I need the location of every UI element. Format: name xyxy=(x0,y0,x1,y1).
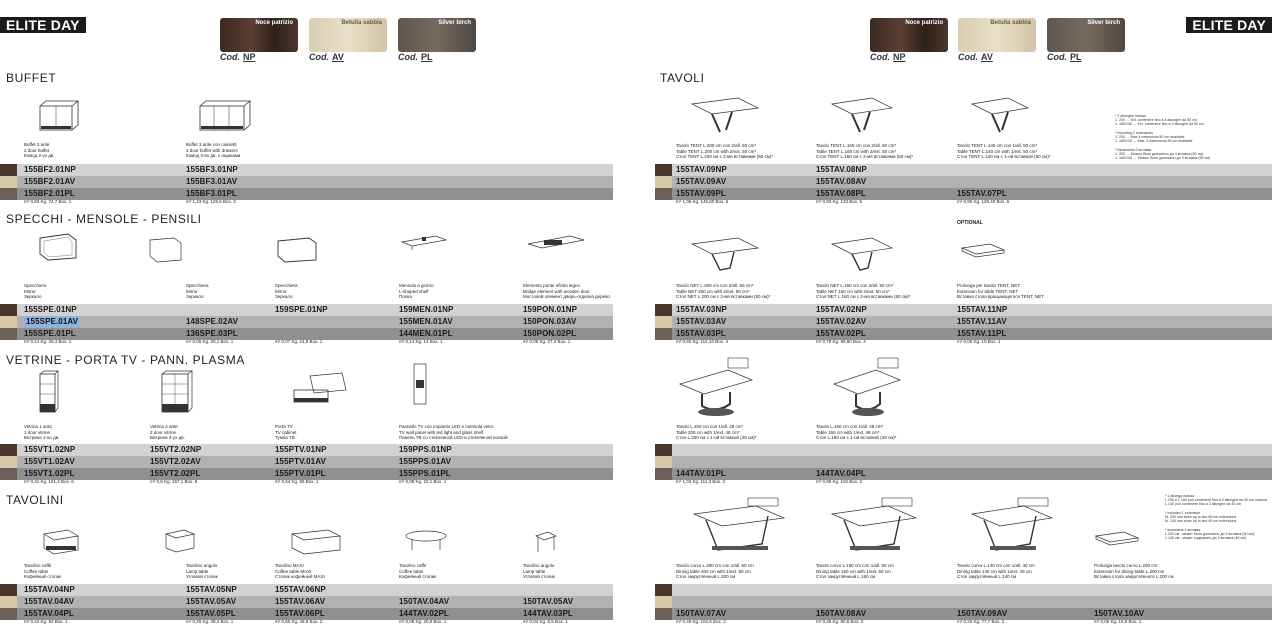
curved-extension-drawing xyxy=(1094,530,1140,550)
tavoli-net-code-155tav.03av: 155TAV.03AV xyxy=(676,317,727,326)
finish-swatch-np-left: Noce patrizio xyxy=(220,18,298,52)
specchi-desc-4-1: Bridge element with wooden door xyxy=(523,288,590,294)
tavoli-net-code-155tav.02pl: 155TAV.02PL xyxy=(816,329,866,338)
finish-swatch-np-right: Noce patrizio xyxy=(870,18,948,52)
tavoli-tent-code-155tav.08np: 155TAV.08NP xyxy=(816,165,867,174)
tavolini-desc-3-2: Кофейный столик xyxy=(399,574,437,579)
lamp-table-drawing xyxy=(164,528,196,554)
tavoli-ext48-code-144tav.01pl: 144TAV.01PL xyxy=(676,469,726,478)
tavoli1-band-np xyxy=(655,164,1272,176)
tavolini-desc-0-0: Tavolino caffè xyxy=(24,563,52,568)
tavoli-curvo-desc-0-2: Стол закруглённый L.200 см xyxy=(676,574,736,579)
tv-panel-drawing xyxy=(412,362,432,406)
tavoli4-band-av xyxy=(655,596,1272,608)
section-title-vetrine: VETRINE - PORTA TV - PANN. PLASMA xyxy=(6,353,245,367)
specchi-desc-4-0: Elemento ponte rifinito legno xyxy=(523,283,581,288)
tavoli-curvo-desc-2-1: Dining table 140 cm with 1/ext. 40 cm xyxy=(957,568,1032,574)
buffet-code-155bf3.01av: 155BF3.01AV xyxy=(186,177,238,186)
vetrine-code-155vt1.02np: 155VT1.02NP xyxy=(24,445,76,454)
buffet-desc-1-1: 3 door buffet with drawers xyxy=(186,147,238,153)
vetrine-desc-0-2: Витрина 1-но дв. xyxy=(24,435,60,440)
tavoli-curvo-note-5: M. 200 can store up to two 50 cm extensions xyxy=(1165,515,1237,519)
finish-code-av-left: Cod. AV xyxy=(309,52,344,62)
vetrine-desc-3-2: Панель ТВ со стеклянной LED-и стеклянной полкой xyxy=(399,435,508,440)
finish-code-pl-right: Cod. PL xyxy=(1047,52,1082,62)
tavoli-tent-note-5: 1. 200 → Max 4 extensions 50 cm available xyxy=(1115,135,1185,139)
vetrine-desc-3-0: Pannello TV con impianto LED e mensola vetro xyxy=(399,424,494,429)
tavoli-curvo-desc-2-0: Tavolo curvo L.140 cm con 1/all. 40 cm xyxy=(957,563,1035,568)
vetrine-code-155vt1.02av: 155VT1.02AV xyxy=(24,457,75,466)
vetrine-code-155ptv.01np: 155PTV.01NP xyxy=(275,445,327,454)
tavoli-ext48-meta-0: m³ 1,03 Kg. 111,3 Box. 2 xyxy=(676,479,726,484)
buffet-band-np xyxy=(0,164,613,176)
buffet-meta-1: m³ 1,23 Kg. 128,6 Box. 3 xyxy=(186,199,236,204)
tavolini-meta-3: m³ 0,08 Kg. 20,8 Box. 1 xyxy=(399,619,447,624)
specchi-code-136spe.03pl: 136SPE.03PL xyxy=(186,329,238,338)
small-lamp-table-drawing xyxy=(534,530,558,554)
tavoli-tent-note-8: * Включены 2 вставки xyxy=(1115,147,1152,152)
tavoli-net-meta-2: m³ 0,06 Kg. 10 Box. 1 xyxy=(957,339,1001,344)
finish-swatch-pl-left: Silver birch xyxy=(398,18,476,52)
finish-code-pl-left: Cod. PL xyxy=(398,52,433,62)
extension-tent-net-drawing xyxy=(960,240,1006,266)
tavoli-curvo-desc-0-1: Dining table 200 cm with 1/ext. 50 cm xyxy=(676,568,751,574)
tavoli-net-desc-2-0: Prolunga per tavolo TENT, NET xyxy=(957,283,1020,288)
buffet-code-155bf2.01av: 155BF2.01AV xyxy=(24,177,76,186)
specchi-desc-1-2: Зеркало xyxy=(186,294,204,299)
vetrine-code-155vt2.02av: 155VT2.02AV xyxy=(150,457,201,466)
finish-swatch-av-left: Betulla sabbia xyxy=(309,18,387,52)
tavoli-ext48-desc-0-0: Tavolo L.200 cm con 1/all. 48 cm* xyxy=(676,424,744,429)
specchi-code-150pon.02pl: 150PON.02PL xyxy=(523,329,577,338)
tavoli-ext48-desc-1-2: Стол L.160 см с 1-ой вставкой (48 см)* xyxy=(816,435,897,440)
tavoli-net-code-155tav.11pl: 155TAV.11PL xyxy=(957,329,1007,338)
specchi-code-144men.01pl: 144MEN.01PL xyxy=(399,329,453,338)
specchi-code-155spe.01np: 155SPE.01NP xyxy=(24,305,77,314)
tavolini-desc-4-0: Tavolino angolo xyxy=(523,563,555,568)
vetrine-desc-1-0: Vetrina 2 ante xyxy=(150,424,178,429)
finish-code-av-right: Cod. AV xyxy=(958,52,993,62)
buffet-code-155bf2.01pl: 155BF2.01PL xyxy=(24,189,75,198)
vetrine-code-155ptv.01pl: 155PTV.01PL xyxy=(275,469,326,478)
table-net-160-drawing xyxy=(830,236,894,274)
mirror-1-drawing xyxy=(38,232,78,262)
section-title-tavoli: TAVOLI xyxy=(660,71,705,85)
vetrine-desc-3-1: TV wall panel with led light and glass shelf xyxy=(399,429,484,435)
vitrine-1-door-drawing xyxy=(38,370,60,414)
tavoli-net-code-155tav.11np: 155TAV.11NP xyxy=(957,305,1008,314)
tavoli-tent-desc-0-0: Tavolo TENT L.200 cm con 2/all. 50 cm* xyxy=(676,143,757,148)
specchi-code-159pon.01np: 159PON.01NP xyxy=(523,305,578,314)
specchi-meta-3: m³ 0,14 Kg. 14 Box. 1 xyxy=(399,339,443,344)
tavolini-desc-2-2: Столик кофейный MAXI xyxy=(275,574,325,579)
vetrine-code-155pps.01pl: 155PPS.01PL xyxy=(399,469,451,478)
section-title-tavolini: TAVOLINI xyxy=(6,493,64,507)
buffet-desc-0-1: 2 door buffet xyxy=(24,147,50,153)
tavolini-code-155tav.06av: 155TAV.06AV xyxy=(275,597,326,606)
vitrine-2-door-drawing xyxy=(160,370,194,414)
curved-table-140-drawing xyxy=(970,496,1056,560)
tavolini-desc-1-2: Угловой столик xyxy=(186,574,218,579)
table-200-ext48-drawing xyxy=(676,356,756,418)
oval-coffee-table-drawing xyxy=(404,528,448,554)
bridge-element-drawing xyxy=(526,232,586,254)
tavoli-curvo-desc-0-0: Tavolo curvo L.200 cm con 1/all. 50 cm xyxy=(676,563,754,568)
collection-banner-left: ELITE DAY xyxy=(0,17,86,33)
tavolini-code-155tav.05av: 155TAV.05AV xyxy=(186,597,237,606)
tavolini-desc-1-1: Lamp table xyxy=(186,568,209,574)
specchi-code-155spe.01av: 155SPE.01AV xyxy=(26,317,79,326)
tavoli-curvo-desc-2-2: Стол закруглённый L.140 см xyxy=(957,574,1017,579)
tavoli-curvo-note-0: * 1 allunga inclusa xyxy=(1165,494,1195,498)
curved-table-200-drawing xyxy=(692,496,788,560)
buffet-desc-1-2: Комод 3-ех дв. с ящиками xyxy=(186,153,241,158)
tavoli-curvo-desc-1-0: Tavolo curvo L.160 cm con 1/all. 50 cm xyxy=(816,563,894,568)
tavolini-code-155tav.04av: 155TAV.04AV xyxy=(24,597,75,606)
vetrine-desc-2-2: Тумба ТВ xyxy=(275,435,295,440)
table-160-ext48-drawing xyxy=(830,356,904,418)
coffee-table-drawing xyxy=(42,526,82,556)
tavoli-curvo-code-150tav.07av: 150TAV.07AV xyxy=(676,609,727,618)
tavoli-tent-desc-1-1: Table TENT L.160 cm with 2/ext. 50 cm* xyxy=(816,148,897,154)
tavolini-code-155tav.04np: 155TAV.04NP xyxy=(24,585,75,594)
specchi-desc-2-2: Зеркало xyxy=(275,294,293,299)
tavoli-curvo-note-10: L.140 см - может содержать до 2 вставок (40 см) xyxy=(1165,536,1246,540)
specchi-meta-4: m³ 0,08 Kg. 27,4 Box. 1 xyxy=(523,339,571,344)
vetrine-meta-2: m³ 0,64 Kg. 69 Box. 1 xyxy=(275,479,319,484)
tavolini-code-144tav.03pl: 144TAV.03PL xyxy=(523,609,573,618)
finish-swatch-av-right: Betulla sabbia xyxy=(958,18,1036,52)
vetrine-code-155vt2.02pl: 155VT2.02PL xyxy=(150,469,201,478)
tavoli-curvo-code-150tav.09av: 150TAV.09AV xyxy=(957,609,1008,618)
tavoli-tent-desc-2-1: Table TENT L.140 cm with 1/ext. 50 cm* xyxy=(957,148,1038,154)
tavolini-code-144tav.02pl: 144TAV.02PL xyxy=(399,609,449,618)
tavoli-net-meta-0: m³ 0,92 Kg. 112,10 Box. 4 xyxy=(676,339,728,344)
tavoli-tent-desc-2-2: Стол TENT L.140 см с 1-ой вставкой (50 см)* xyxy=(957,154,1051,159)
shelf-drawing xyxy=(400,232,450,252)
specchi-meta-1: m³ 0,06 Kg. 20,1 Box. 1 xyxy=(186,339,234,344)
finish-swatch-pl-right: Silver birch xyxy=(1047,18,1125,52)
tavoli-tent-meta-1: m³ 0,93 Kg. 133 Box. 5 xyxy=(816,199,863,204)
tavoli-curvo-note-2: L.140 può contenere fino a 2 allunghe da 40 cm xyxy=(1165,502,1242,507)
tavoli-curvo-note-6: M. 140 can store up to two 40 cm extensions xyxy=(1165,519,1237,524)
buffet-band-av xyxy=(0,176,613,188)
tavoli-curvo-meta-1: m³ 0,35 Kg. 80,6 Box. 2 xyxy=(816,619,864,624)
specchi-desc-0-1: Mirror xyxy=(24,288,36,294)
specchi-desc-1-0: Specchiera xyxy=(186,283,209,288)
tavoli-tent-desc-2-0: Tavolo TENT L.140 cm con 1/all. 50 cm* xyxy=(957,143,1038,148)
tavoli-tent-code-155tav.08pl: 155TAV.08PL xyxy=(816,189,866,198)
buffet-desc-0-2: Комод 2-ух дв. xyxy=(24,153,55,158)
tavoli-tent-note-9: 1. 200 → Можно быть доложено до 4 вставок (50 см) xyxy=(1115,151,1204,156)
table-tent-140-drawing xyxy=(970,96,1030,134)
optional-label: OPTIONAL xyxy=(957,220,983,226)
specchi-code-159spe.01np: 159SPE.01NP xyxy=(275,305,328,314)
specchi-code-159men.01np: 159MEN.01NP xyxy=(399,305,454,314)
tv-cabinet-drawing xyxy=(290,372,350,408)
collection-banner-right: ELITE DAY xyxy=(1186,17,1272,33)
tavolini-meta-1: m³ 0,29 Kg. 39,4 Box. 1 xyxy=(186,619,234,624)
tavoli1-band-av xyxy=(655,176,1272,188)
tavolini-desc-3-0: Tavolino caffè xyxy=(399,563,427,568)
buffet-desc-1-0: Buffet 3 ante con cassetti xyxy=(186,142,237,147)
tavoli-tent-meta-0: m³ 1,05 Kg. 145,60 Box. 5 xyxy=(676,199,729,204)
tavoli-tent-note-2: 1. 160/140 → Ext. contenere fino a 3 allunghe da 50 cm xyxy=(1115,122,1204,127)
specchi-desc-2-0: Specchiera xyxy=(275,283,298,288)
tavoli-curvo-desc-1-1: Dining table 160 cm with 1/ext. 50 cm xyxy=(816,568,891,574)
specchi-code-155spe.01pl: 155SPE.01PL xyxy=(24,329,76,338)
specchi-desc-4-2: Мостовой элемент дверь-отделка дерево xyxy=(523,294,610,299)
tavoli-tent-desc-0-1: Table TENT L.200 cm with 2/ext. 50 cm* xyxy=(676,148,757,154)
specchi-meta-2: m³ 0,07 Kg. 24,9 Box. 1 xyxy=(275,339,323,344)
vetrine-desc-2-1: TV cabinet xyxy=(275,429,297,435)
tavoli-net-code-155tav.02av: 155TAV.02AV xyxy=(816,317,867,326)
tavoli-ext48-desc-1-0: Tavolo L.160 cm con 1/all. 48 cm* xyxy=(816,424,884,429)
tavolini-desc-2-1: Coffee table MAXI xyxy=(275,568,312,574)
tavoli-ext48-desc-1-1: Table 160 cm with 1/ext. 48 cm* xyxy=(816,429,880,435)
tavoli-curvo-note-1: L.200 e L.160 può contenere fino a 2 allunghe da 50 cm caduna xyxy=(1165,498,1267,503)
tavoli-net-desc-2-1: Extension for table TENT, NET xyxy=(957,288,1019,294)
vetrine-code-155pps.01av: 155PPS.01AV xyxy=(399,457,452,466)
buffet-2-door-drawing xyxy=(38,100,80,135)
curved-table-160-drawing xyxy=(830,496,920,560)
table-net-200-drawing xyxy=(690,236,760,274)
tavoli-net-code-155tav.03pl: 155TAV.03PL xyxy=(676,329,726,338)
buffet-desc-0-0: Buffet 2 ante xyxy=(24,142,50,147)
tavoli-tent-desc-1-0: Tavolo TENT L.160 cm con 2/all. 50 cm* xyxy=(816,143,897,148)
vetrine-code-155vt1.02pl: 155VT1.02PL xyxy=(24,469,75,478)
coffee-table-maxi-drawing xyxy=(290,526,344,556)
tavoli3-band-av xyxy=(655,456,1272,468)
tavoli-ext48-meta-1: m³ 0,95 Kg. 102 Box. 2 xyxy=(816,479,863,484)
tavolini-desc-2-0: Tavolino MAXI xyxy=(275,563,304,568)
specchi-desc-2-1: Mirror xyxy=(275,288,287,294)
vetrine-desc-2-0: Porta TV xyxy=(275,424,293,429)
specchi-code-148spe.02av: 148SPE.02AV xyxy=(186,317,239,326)
tavoli-curvo-desc-3-0: Prolunga tavolo curvo L.200 cm xyxy=(1094,563,1158,568)
tavoli4-band-np xyxy=(655,584,1272,596)
tavoli-net-code-155tav.03np: 155TAV.03NP xyxy=(676,305,727,314)
vetrine-meta-3: m³ 0,09 Kg. 22,1 Box. 1 xyxy=(399,479,447,484)
tavoli-curvo-note-4: * Includes 1 extension xyxy=(1165,510,1201,515)
buffet-3-door-drawing xyxy=(198,100,253,135)
tavoli-net-meta-1: m³ 0,79 Kg. 99,80 Box. 4 xyxy=(816,339,866,344)
tavolini-code-155tav.05np: 155TAV.05NP xyxy=(186,585,237,594)
vetrine-desc-0-0: Vetrina 1 anta xyxy=(24,424,52,429)
tavoli-ext48-code-144tav.04pl: 144TAV.04PL xyxy=(816,469,866,478)
tavolini-desc-0-2: Кофейный столик xyxy=(24,574,62,579)
mirror-2-drawing xyxy=(148,236,184,264)
vetrine-meta-1: m³ 0,6 Kg. 157,1 Box. 6 xyxy=(150,479,198,484)
tavolini-code-155tav.06pl: 155TAV.06PL xyxy=(275,609,325,618)
tavoli-ext48-desc-0-1: Table 200 cm with 1/ext. 48 cm* xyxy=(676,429,740,435)
tavoli-net-desc-1-2: Стол NET L.160 см с 2-мя вставками (50 см)* xyxy=(816,294,911,299)
specchi-desc-0-2: Зеркало xyxy=(24,294,42,299)
tavoli-tent-note-1: 1. 200 → Ext. contenere fino a 4 allunghe da 50 cm xyxy=(1115,118,1197,123)
tavoli-tent-code-155tav.09pl: 155TAV.09PL xyxy=(676,189,726,198)
tavolini-desc-4-2: Угловой столик xyxy=(523,574,555,579)
tavoli3-band-np xyxy=(655,444,1272,456)
vetrine-code-155ptv.01av: 155PTV.01AV xyxy=(275,457,326,466)
tavoli-curvo-code-150tav.08av: 150TAV.08AV xyxy=(816,609,867,618)
specchi-desc-3-0: Mensola a giorno xyxy=(399,283,434,288)
tavoli-curvo-code-150tav.10av: 150TAV.10AV xyxy=(1094,609,1145,618)
tavoli-curvo-meta-0: m³ 0,49 Kg. 102,6 Box. 2 xyxy=(676,619,726,624)
tavolini-desc-0-1: Coffee table xyxy=(24,568,49,574)
finish-code-np-right: Cod. NP xyxy=(870,52,906,62)
section-title-specchi: SPECCHI - MENSOLE - PENSILI xyxy=(6,212,202,226)
buffet-band-pl xyxy=(0,188,613,200)
tavolini-code-150tav.05av: 150TAV.05AV xyxy=(523,597,574,606)
tavoli-tent-note-10: 1. 160/140 → Можно быть доложено до 3 вставок (50 см) xyxy=(1115,156,1211,160)
tavoli-net-desc-1-0: Tavolo NET L.160 cm con 2/all. 50 cm* xyxy=(816,283,894,288)
tavolini-desc-4-1: Lamp table xyxy=(523,568,546,574)
finish-code-np-left: Cod. NP xyxy=(220,52,256,62)
specchi-desc-3-2: Полка xyxy=(399,294,412,299)
tavoli-tent-code-155tav.09av: 155TAV.09AV xyxy=(676,177,727,186)
tavolini-code-155tav.06np: 155TAV.06NP xyxy=(275,585,326,594)
tavoli-ext48-desc-0-2: Стол L.200 см с 1-ой вставкой (48 см)* xyxy=(676,435,757,440)
tavolini-desc-1-0: Tavolino angolo xyxy=(186,563,218,568)
tavolini-code-155tav.05pl: 155TAV.05PL xyxy=(186,609,236,618)
table-tent-160-drawing xyxy=(830,96,894,134)
specchi-code-150pon.03av: 150PON.03AV xyxy=(523,317,577,326)
tavolini-code-155tav.04pl: 155TAV.04PL xyxy=(24,609,74,618)
vetrine-code-155vt2.02np: 155VT2.02NP xyxy=(150,445,202,454)
tavoli-net-desc-1-1: Table NET 160 cm with 2/ext. 50 cm* xyxy=(816,288,890,294)
vetrine-meta-0: m³ 0,41 Kg. 101,4 Box. 6 xyxy=(24,479,74,484)
tavoli-tent-note-4: * Including 2 extensions xyxy=(1115,130,1153,135)
tavoli-curvo-meta-2: m³ 0,33 Kg. 77,7 Box. 2 xyxy=(957,619,1005,624)
specchi-band-av xyxy=(0,316,613,328)
tavoli-curvo-desc-3-2: Вставка стола закруглённого L.200 см xyxy=(1094,574,1174,579)
specchi-desc-3-1: L-shaped shelf xyxy=(399,288,429,294)
tavoli-net-desc-0-2: Стол NET L.200 см с 2-мя вставками (50 см)* xyxy=(676,294,771,299)
tavoli-net-desc-0-0: Tavolo NET L.200 cm con 2/all. 50 cm* xyxy=(676,283,754,288)
specchi-code-155men.01av: 155MEN.01AV xyxy=(399,317,453,326)
table-tent-200-drawing xyxy=(690,96,760,134)
tavolini-meta-0: m³ 0,42 Kg. 92 Box. 1 xyxy=(24,619,68,624)
buffet-code-155bf3.01pl: 155BF3.01PL xyxy=(186,189,237,198)
buffet-code-155bf3.01np: 155BF3.01NP xyxy=(186,165,238,174)
tavoli-net-desc-2-2: Вставка стола вращающегося TENT, NET xyxy=(957,294,1044,299)
vetrine-desc-1-2: Витрина 2-ух дв. xyxy=(150,435,185,440)
tavoli-tent-meta-2: m³ 0,90 Kg. 128,40 Box. 5 xyxy=(957,199,1010,204)
specchi-meta-0: m³ 0,14 Kg. 26,4 Box. 1 xyxy=(24,339,72,344)
specchi-desc-1-1: Mirror xyxy=(186,288,198,294)
tavoli3-band-pl xyxy=(655,468,1272,480)
buffet-meta-0: m³ 0,83 Kg. 74,7 Box. 1 xyxy=(24,199,72,204)
tavoli-tent-desc-0-2: Стол TENT L.200 см с 2-мя вставками (50 см)* xyxy=(676,154,774,159)
mirror-3-drawing xyxy=(276,236,318,264)
vetrine-code-159pps.01np: 159PPS.01NP xyxy=(399,445,452,454)
tavoli-curvo-desc-3-1: Extension for dining table L.200 cm xyxy=(1094,568,1165,574)
tavoli-curvo-note-9: L.200 см - может быть доложено до 2 вставок (50 см) xyxy=(1165,531,1254,536)
tavoli-tent-code-155tav.07pl: 155TAV.07PL xyxy=(957,189,1007,198)
tavoli-tent-desc-1-2: Стол TENT L.160 см с 2-мя вставками (50 см)* xyxy=(816,154,914,159)
specchi-desc-0-0: Specchiera xyxy=(24,283,47,288)
buffet-code-155bf2.01np: 155BF2.01NP xyxy=(24,165,76,174)
section-title-buffet: BUFFET xyxy=(6,71,57,85)
tavolini-meta-4: m³ 0,04 Kg. 8,5 Box. 1 xyxy=(523,619,568,624)
tavoli-curvo-desc-1-2: Стол закруглённый L.160 см xyxy=(816,574,876,579)
vetrine-desc-0-1: 1 door vitrine xyxy=(24,429,51,435)
tavoli-tent-note-6: 1. 160/140 → Max. 3 extensions 50 cm available xyxy=(1115,139,1193,144)
tavoli-curvo-note-8: * включена 1 вставка xyxy=(1165,527,1201,532)
tavoli-net-desc-0-1: Table NET 200 cm with 2/ext. 50 cm* xyxy=(676,288,750,294)
vetrine-desc-1-1: 2 door vitrine xyxy=(150,429,177,435)
tavoli-tent-code-155tav.08av: 155TAV.08AV xyxy=(816,177,867,186)
tavolini-meta-2: m³ 0,60 Kg. 48,8 Box. 2 xyxy=(275,619,323,624)
tavoli-net-code-155tav.11av: 155TAV.11AV xyxy=(957,317,1007,326)
tavolini-code-150tav.04av: 150TAV.04AV xyxy=(399,597,450,606)
tavoli-tent-code-155tav.09np: 155TAV.09NP xyxy=(676,165,727,174)
tavolini-desc-3-1: Coffee table xyxy=(399,568,424,574)
tavoli-curvo-meta-3: m³ 0,06 Kg. 10,9 Box. 1 xyxy=(1094,619,1142,624)
tavoli-tent-note-0: * 2 allunghe incluse xyxy=(1115,114,1147,118)
tavoli-net-code-155tav.02np: 155TAV.02NP xyxy=(816,305,867,314)
